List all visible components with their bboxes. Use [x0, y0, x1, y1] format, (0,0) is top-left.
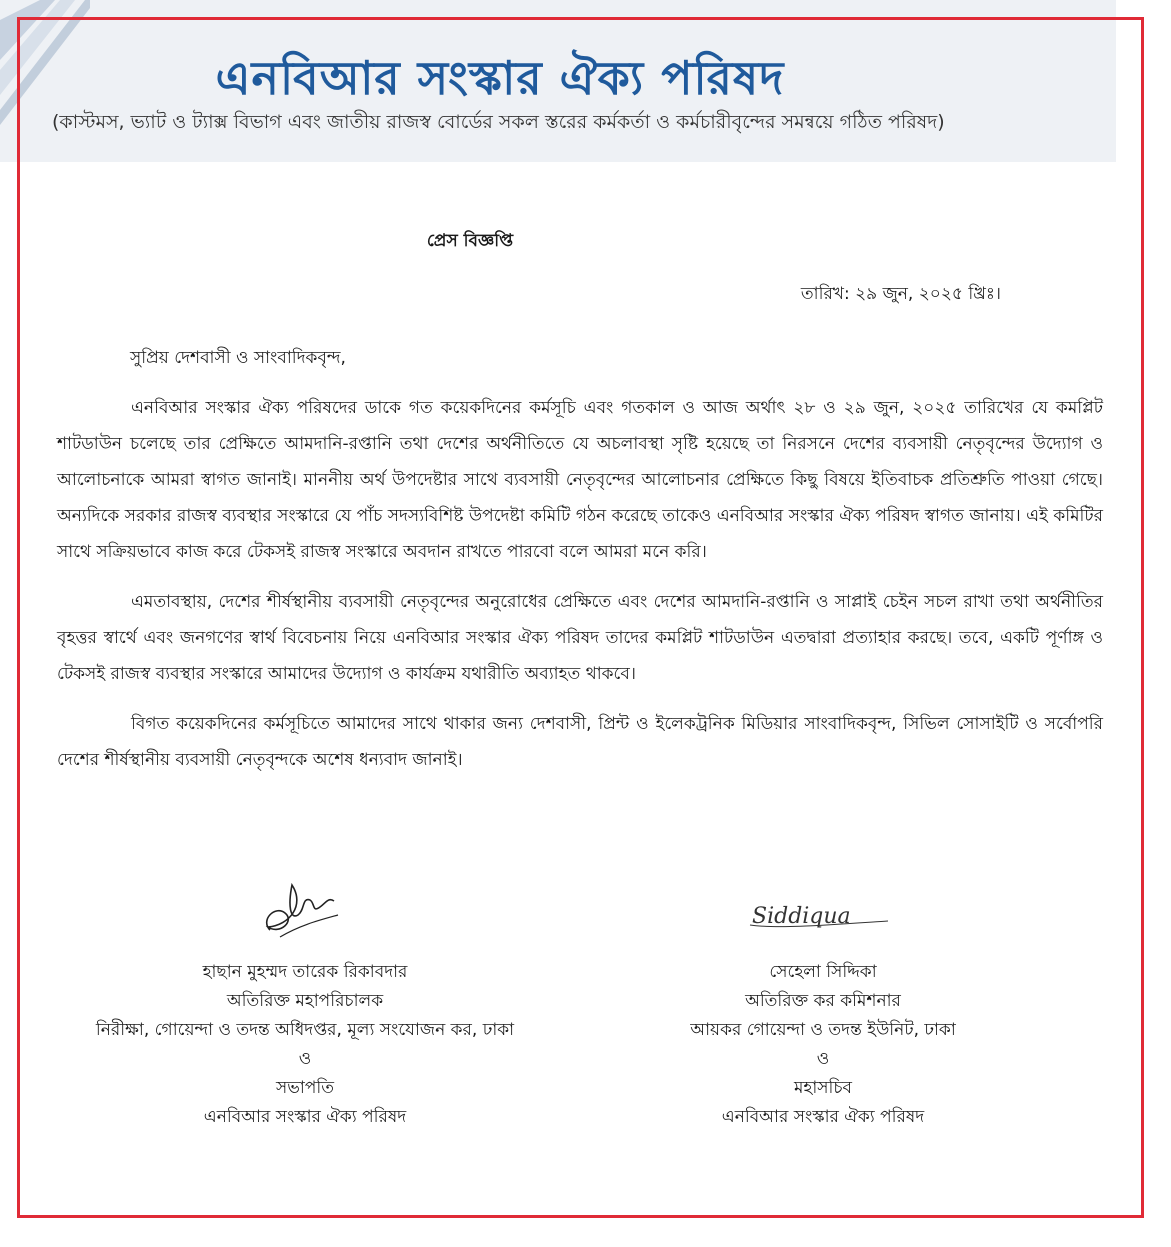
signatory-organization: এনবিআর সংস্কার ঐক্য পরিষদ [203, 1107, 407, 1127]
signatory-designation: অতিরিক্ত মহাপরিচালক [226, 991, 384, 1011]
press-release-title: প্রেস বিজ্ঞপ্তি [426, 231, 514, 251]
signatory-name: হাছান মুহম্মদ তারেক রিকাবদার [202, 962, 408, 982]
signatory-organization: এনবিআর সংস্কার ঐক্য পরিষদ [721, 1107, 925, 1127]
salutation: সুপ্রিয় দেশবাসী ও সাংবাদিকবৃন্দ, [130, 348, 346, 368]
signature-right-text: Siddiqua [752, 904, 851, 929]
press-release-body [57, 390, 1103, 792]
signatory-role: মহাসচিব [793, 1078, 853, 1098]
signatory-conjunction: ও [298, 1049, 312, 1069]
signatory-role: সভাপতি [276, 1078, 334, 1098]
signature-right [748, 895, 893, 935]
signatory-conjunction: ও [816, 1049, 830, 1069]
signature-left [250, 875, 350, 945]
organization-subtitle: (কাস্টমস, ভ্যাট ও ট্যাক্স বিভাগ এবং জাতীয় রাজস্ব বোর্ডের সকল স্তরের কর্মকর্তা ও কর্মচারীবৃন্দের সমন্বয়ে গঠিত পরিষদ) [52, 111, 945, 133]
signatory-designation: অতিরিক্ত কর কমিশনার [745, 991, 901, 1011]
letterhead-band [0, 0, 1116, 162]
body-paragraph-3: বিগত কয়েকদিনের কর্মসূচিতে আমাদের সাথে থাকার জন্য দেশবাসী, প্রিন্ট ও ইলেকট্রনিক মিডিয়ার সাংবাদিকবৃন্দ, সিভিল সোসাইটি ও সর্বোপরি দেশের শীর্ষস্থানীয় ব্যবসায়ী নেতৃবৃন্দকে অশেষ ধন্যবাদ জানাই। [57, 714, 1103, 770]
signatory-office: নিরীক্ষা, গোয়েন্দা ও তদন্ত অধিদপ্তর, মূল্য সংযোজন কর, ঢাকা [95, 1020, 515, 1040]
signatory-office: আয়কর গোয়েন্দা ও তদন্ত ইউনিট, ঢাকা [690, 1020, 956, 1040]
signatory-right [563, 958, 1083, 1132]
body-paragraph-1: এনবিআর সংস্কার ঐক্য পরিষদের ডাকে গত কয়েকদিনের কর্মসূচি এবং গতকাল ও আজ অর্থাৎ ২৮ ও ২৯ জুন, ২০২৫ তারিখের যে কমপ্লিট শাটডাউন চলেছে তার প্রেক্ষিতে আমদানি-রপ্তানি তথা দেশের অর্থনীতিতে যে অচলাবস্থা সৃষ্টি হয়েছে তা নিরসনে দেশের ব্যবসায়ী নেতৃবৃন্দের উদ্যোগ ও আলোচনাকে আমরা স্বাগত জানাই। মাননীয় অর্থ উপদেষ্টার সাথে ব্যবসায়ী নেতৃবৃন্দের আলোচনার প্রেক্ষিতে কিছু বিষয়ে ইতিবাচক প্রতিশ্রুতি পাওয়া গেছে। অন্যদিকে সরকার রাজস্ব ব্যবস্থার সংস্কারে যে পাঁচ সদস্যবিশিষ্ট উপদেষ্টা কমিটি গঠন করেছে তাকেও এনবিআর সংস্কার ঐক্য পরিষদ স্বাগত জানায়। এই কমিটির সাথে সক্রিয়ভাবে কাজ করে টেকসই রাজস্ব সংস্কারে অবদান রাখতে পারবো বলে আমরা মনে করি। [57, 398, 1103, 562]
body-paragraph-2: এমতাবস্থায়, দেশের শীর্ষস্থানীয় ব্যবসায়ী নেতৃবৃন্দের অনুরোধের প্রেক্ষিতে এবং দেশের আমদানি-রপ্তানি ও সাপ্লাই চেইন সচল রাখা তথা অর্থনীতির বৃহত্তর স্বার্থে এবং জনগণের স্বার্থ বিবেচনায় নিয়ে এনবিআর সংস্কার ঐক্য পরিষদ তাদের কমপ্লিট শাটডাউন এতদ্বারা প্রত্যাহার করছে। তবে, একটি পূর্ণাঙ্গ ও টেকসই রাজস্ব ব্যবস্থার সংস্কারে আমাদের উদ্যোগ ও কার্যক্রম যথারীতি অব্যাহত থাকবে। [57, 592, 1103, 684]
signatory-name: সেহেলা সিদ্দিকা [769, 962, 877, 982]
release-date: তারিখ: ২৯ জুন, ২০২৫ খ্রিঃ। [800, 284, 1001, 304]
signatory-left [45, 958, 565, 1132]
organization-title: এনবিআর সংস্কার ঐক্য পরিষদ [215, 51, 785, 105]
